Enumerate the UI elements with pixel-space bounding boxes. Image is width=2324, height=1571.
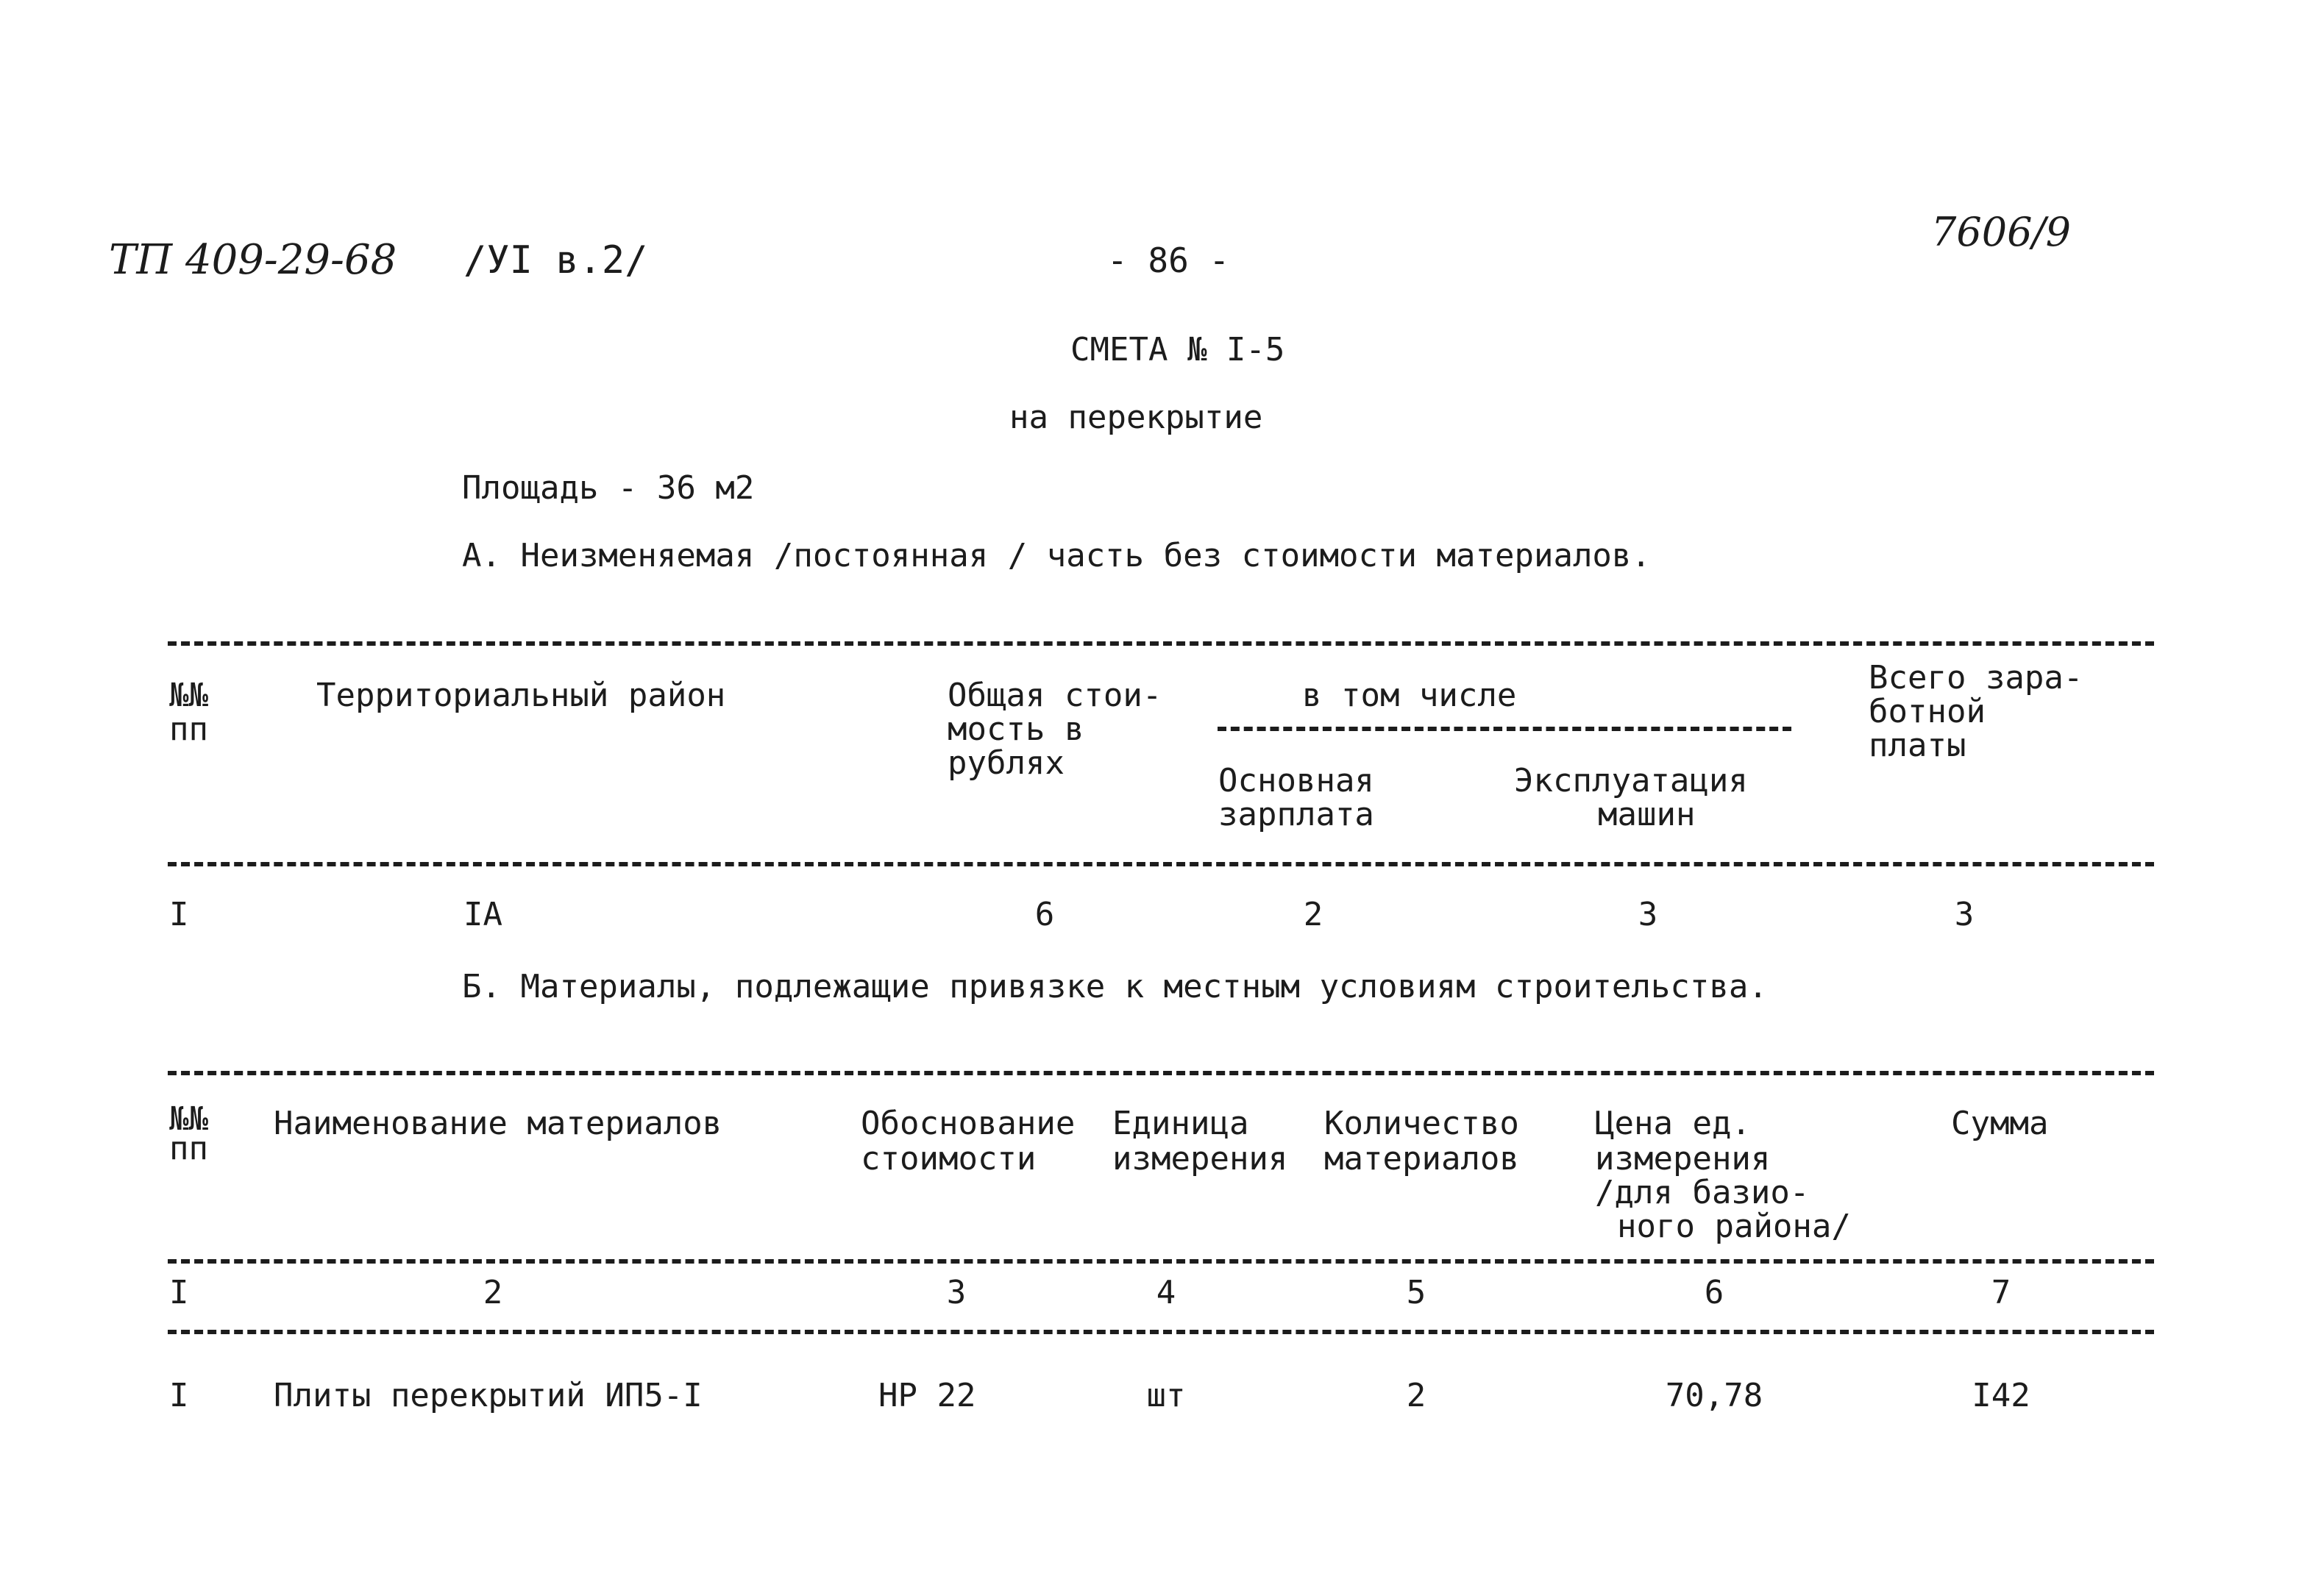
table-b-header-price-2: измерения (1595, 1140, 1771, 1178)
table-a-header-rule (168, 862, 2154, 866)
table-b-header-price-3: /для базио- (1595, 1174, 1810, 1211)
table-b-header-num-1: №№ (169, 1100, 208, 1138)
table-a-header-region: Территориальный район (316, 677, 726, 714)
table-b-header-quantity-1: Количество (1324, 1105, 1519, 1142)
table-a-header-cost-1: Общая стои- (948, 677, 1162, 714)
table-b-header-price-1: Цена ед. (1595, 1105, 1751, 1142)
table-b-numbers-rule (168, 1330, 2154, 1334)
table-a-header-machines-2: машин (1598, 796, 1696, 833)
estimate-subtitle: на перекрытие (1009, 399, 1263, 436)
section-b-title: Б. Материалы, подлежащие привязке к местным условиям строительства. (462, 968, 1768, 1005)
table-b-row-name: Плиты перекрытий ИП5-I (274, 1377, 703, 1414)
table-a-header-cost-3: рублях (948, 744, 1065, 782)
estimate-title: СМЕТА № I-5 (1070, 331, 1285, 368)
volume-label: /УI в.2/ (463, 238, 648, 282)
table-a-header-cost-2: мость в (948, 710, 1084, 748)
table-b-colnum-5: 5 (1406, 1274, 1426, 1311)
table-b-row-unit: шт (1146, 1377, 1186, 1414)
table-b-colnum-1: I (169, 1274, 189, 1311)
table-a-row-wages: 3 (1954, 896, 1975, 933)
table-b-header-name: Наименование материалов (274, 1105, 722, 1142)
table-a-row-machines: 3 (1638, 896, 1658, 933)
table-a-header-machines-1: Эксплуатация (1514, 762, 1748, 799)
table-a-header-wages-1: Всего зара- (1869, 659, 2083, 697)
table-b-header-justification-2: стоимости (861, 1140, 1037, 1178)
doc-code: ТП 409-29-68 (109, 236, 397, 284)
table-b-row-num: I (169, 1377, 189, 1414)
table-b-colnum-6: 6 (1704, 1274, 1724, 1311)
table-a-header-wages-2: ботной (1869, 693, 1986, 730)
table-a-including-rule (1218, 727, 1791, 731)
table-a-row-salary: 2 (1303, 896, 1323, 933)
table-b-header-unit-1: Единица (1112, 1105, 1249, 1142)
table-b-colnum-2: 2 (483, 1274, 503, 1311)
table-a-header-wages-3: платы (1869, 727, 1966, 764)
table-a-row-num: I (169, 896, 189, 933)
table-a-header-num-2: пп (169, 710, 208, 748)
table-b-colnum-4: 4 (1156, 1274, 1176, 1311)
table-b-row-quantity: 2 (1406, 1377, 1426, 1414)
table-b-row-price: 70,78 (1665, 1377, 1763, 1414)
table-a-top-rule (168, 641, 2154, 646)
table-b-colnum-3: 3 (946, 1274, 967, 1311)
table-a-header-num-1: №№ (169, 677, 208, 714)
table-a-row-cost: 6 (1034, 896, 1055, 933)
table-a-row-region: IА (463, 896, 502, 933)
table-b-header-sum: Сумма (1951, 1105, 2049, 1142)
table-b-header-justification-1: Обоснование (861, 1105, 1076, 1142)
table-b-colnum-7: 7 (1991, 1274, 2011, 1311)
table-b-header-num-2: пп (169, 1130, 208, 1167)
table-b-row-justification: НР 22 (878, 1377, 976, 1414)
section-a-title: А. Неизменяемая /постоянная / часть без стоимости материалов. (462, 537, 1651, 574)
page-number: - 86 - (1107, 241, 1230, 280)
table-a-header-including: в том числе (1302, 677, 1517, 714)
table-b-top-rule (168, 1071, 2154, 1075)
archive-number: 7606/9 (1931, 209, 2071, 255)
area-label: Площадь - 36 м2 (462, 469, 755, 507)
table-b-row-sum: I42 (1972, 1377, 2030, 1414)
table-a-header-salary-2: зарплата (1218, 796, 1374, 833)
table-b-header-price-4: ного района/ (1617, 1208, 1851, 1245)
table-b-header-unit-2: измерения (1112, 1140, 1288, 1178)
table-b-header-quantity-2: материалов (1324, 1140, 1519, 1178)
table-a-header-salary-1: Основная (1218, 762, 1374, 799)
table-b-header-rule (168, 1259, 2154, 1264)
